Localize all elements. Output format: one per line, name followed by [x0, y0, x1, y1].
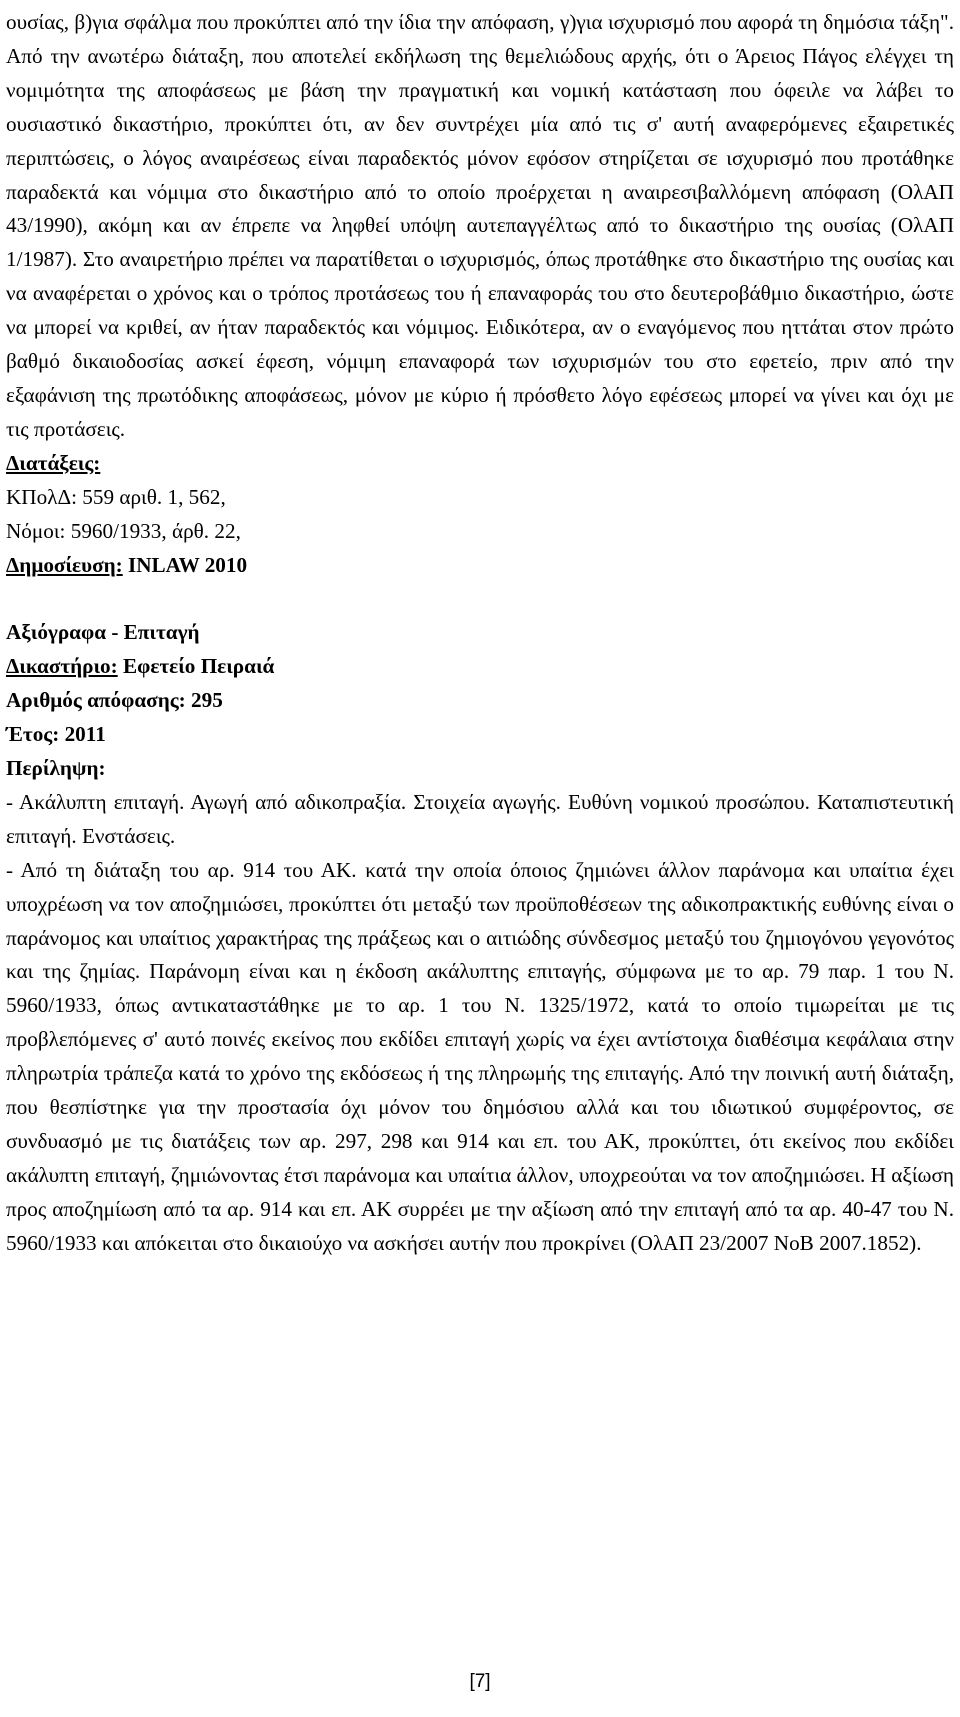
summary-paragraph: - Από τη διάταξη του αρ. 914 του ΑΚ. κατά την οποία όποιος ζημιώνει άλλον παράνομα και υπαίτια έχει υποχρέωση να τον αποζημιώσει, προκύπτει ότι μεταξύ των προϋποθέσεων της αδικοπρακτικής ευθύνης είναι ο παράνομος και υπαίτιος χαρακτήρας της πράξεως και ο αιτιώδης σύνδεσμος μεταξύ του ζημιογόνου γεγονότος και της ζημίας. Παράνομη είναι και η έκδοση ακάλυπτης επιταγής, σύμφωνα με το αρ. 79 παρ. 1 του Ν. 5960/1933, όπως αντικαταστάθηκε με το αρ. 1 του Ν. 1325/1972, κατά το οποίο τιμωρείται με τις προβλεπόμενες σ' αυτό ποινές εκείνος που εκδίδει επιταγή χωρίς να έχει αντίστοιχα διαθέσιμα κεφάλαια στην πληρωτρία τράπεζα κατά το χρόνο της εκδόσεως ή της πληρωμής της επιταγής. Από την ποινική αυτή διάταξη, που θεσπίστηκε για την προστασία όχι μόνον του δημόσιου αλλά και του ιδιωτικού συμφέροντος, σε συνδυασμό με τις διατάξεις των αρ. 297, 298 και 914 και επ. του ΑΚ, προκύπτει, ότι εκείνος που εκδίδει ακάλυπτη επιταγή, ζημιώνοντας έτσι παράνομα και υπαίτια άλλον, υποχρεούται να τον αποζημιώσει. Η αξίωση προς αποζημίωση από τα αρ. 914 και επ. ΑΚ συρρέει με την αξίωση από την επιταγή από τα αρ. 40-47 του Ν. 5960/1933 και απόκειται στο δικαιούχο να ασκήσει αυτήν που προκρίνει (ΟλΑΠ 23/2007 ΝοΒ 2007.1852).: [6, 857, 954, 1255]
publication-line: [6, 549, 954, 583]
court-label: Δικαστήριο:: [6, 654, 118, 679]
page-number: [7]: [469, 1671, 491, 1692]
top-paragraph-part1: ουσίας, β)για σφάλμα που προκύπτει από την ίδια την απόφαση, γ)για ισχυρισμό που αφορά τη δημόσια τάξη". Από την ανωτέρω διάταξη, που αποτελεί εκδήλωση της θεμελιώδους αρχής, ότι ο Άρειος Πάγος ελέγχει τη νομιμότητα της αποφάσεως με βάση την πραγματική και νομική κατάσταση που όφειλε να λάβει το ουσιαστικό δικαστήριο, προκύπτει ότι, αν δεν συντρέχει μία από τις σ' αυτή αναφερόμενες εξαιρετικές περιπτώσεις, ο λόγος αναιρέσεως είναι παραδεκτός μόνον εφόσον στηρίζεται σε ισχυρισμό που προτάθηκε παραδεκτά και νόμιμα στο δικαστήριο από το οποίο προέρχεται η αναιρεσιβαλλόμενη απόφαση (ΟλΑΠ 43/1990), ακόμη και αν έπρεπε να ληφθεί υπόψη αυτεπαγγέλτως από το δικαστήριο της ουσίας (ΟλΑΠ 1/1987).: [6, 10, 954, 272]
publication-value: INLAW 2010: [122, 552, 248, 577]
section-gap: [6, 582, 954, 616]
case-title: Αξιόγραφα - Επιταγή: [6, 620, 200, 645]
court-line: [6, 650, 954, 684]
provisions-line-2: Νόμοι: 5960/1933, άρθ. 22,: [6, 518, 241, 543]
provisions-heading: Διατάξεις:: [6, 450, 101, 475]
court-value: Εφετείο Πειραιά: [117, 654, 275, 679]
summary-keywords: - Ακάλυπτη επιταγή. Αγωγή από αδικοπραξία. Στοιχεία αγωγής. Ευθύνη νομικού προσώπου. Καταπιστευτική επιταγή. Ενστάσεις.: [6, 789, 954, 848]
summary-label: Περίληψη:: [6, 756, 106, 781]
top-paragraph-part2: Στο αναιρετήριο πρέπει να παρατίθεται ο ισχυρισμός, όπως προτάθηκε στο δικαστήριο της ουσίας και να αναφέρεται ο χρόνος και ο τρόπος προτάσεως του ή επαναφοράς του στο δευτεροβάθμιο δικαστήριο, ώστε να μπορεί να κριθεί, αν ήταν παραδεκτός και νόμιμος.: [6, 247, 954, 340]
decision-number: Αριθμός απόφασης: 295: [6, 688, 223, 713]
publication-label: Δημοσίευση:: [6, 552, 123, 577]
top-paragraph: [6, 6, 954, 447]
decision-year: Έτος: 2011: [6, 722, 106, 747]
top-paragraph-part3: Ειδικότερα, αν ο εναγόμενος που ηττάται στον πρώτο βαθμό δικαιοδοσίας ασκεί έφεση, νόμιμη επαναφορά των ισχυρισμών του στο εφετείο, πριν από την εξαφάνιση της πρωτόδικης αποφάσεως, μόνον με κύριο ή πρόσθετο λόγο εφέσεως μπορεί να γίνει και όχι με τις προτάσεις.: [6, 315, 954, 441]
provisions-line-1: ΚΠολΔ: 559 αριθ. 1, 562,: [6, 484, 226, 509]
